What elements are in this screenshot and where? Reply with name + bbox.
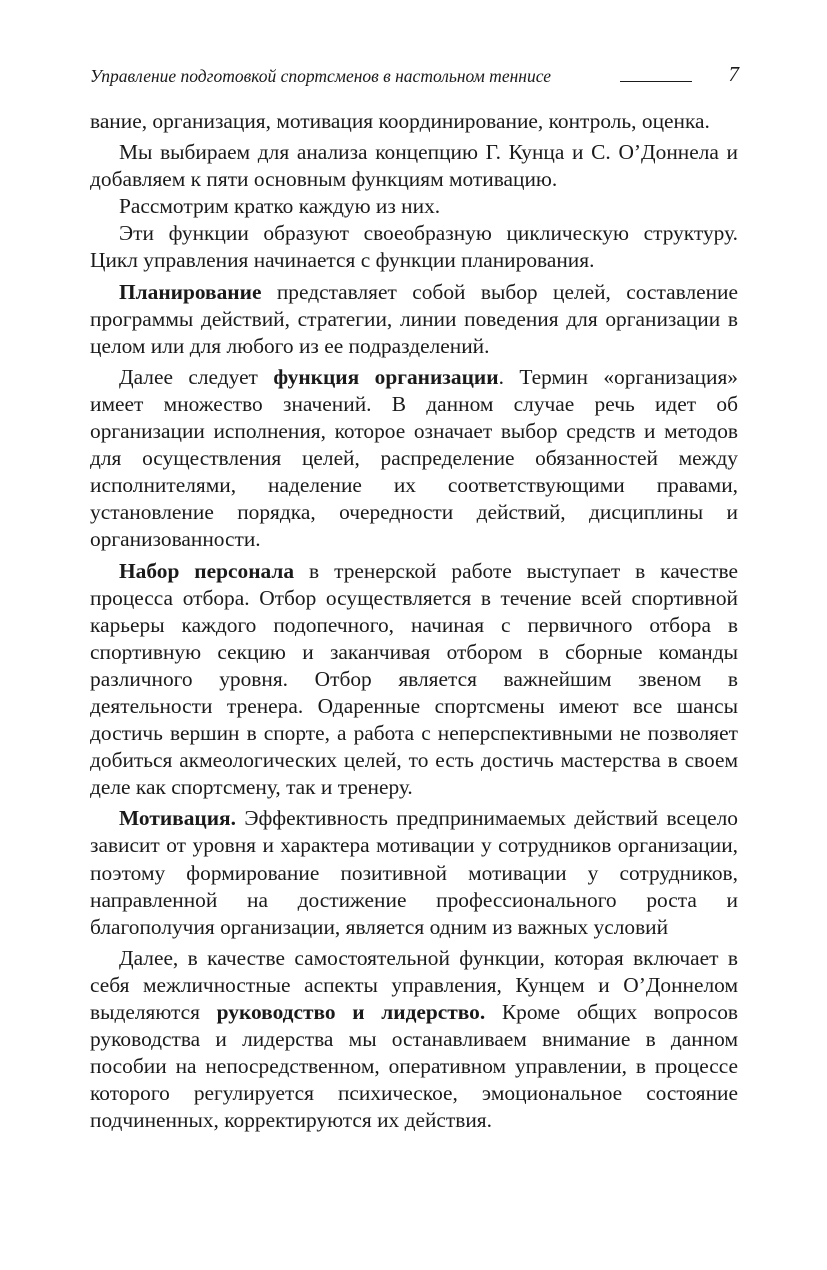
paragraph: [90, 139, 738, 193]
page-number: 7: [728, 62, 739, 86]
paragraph-text: Далее, в качестве самостоятельной функции, которая включает в себя межличностные аспекты управления, Кунцем и О’Доннелом выделяются: [90, 945, 738, 1024]
paragraph-text: представляет собой выбор целей, составление программы действий, стратегии, линии поведения для организации в целом или для любого из ее подразделений.: [90, 279, 738, 358]
running-title: Управление подготовкой спортсменов в настольном теннисе: [90, 66, 551, 86]
paragraph-text: Эффективность предпринимаемых действий всецело зависит от уровня и характера мотивации у сотрудников организации, поэтому формирование позитивной мотивации у сотрудников, направленной на достижение профессионального роста и благополучия организации, является одним из важных условий: [90, 806, 738, 939]
paragraph-organization: [90, 364, 738, 554]
paragraph-motivation: [90, 805, 738, 940]
page-header: [90, 62, 739, 88]
paragraph-text: Далее следует: [119, 364, 274, 389]
body-text: [90, 108, 738, 1134]
term-staffing: Набор персонала: [119, 558, 295, 583]
paragraph-text: Эти функции образуют своеобразную циклическую структуру. Цикл управления начинается с функции планирования.: [90, 221, 738, 273]
paragraph-text: . Термин «организация» имеет множество значений. В данном случае речь идет об организации исполнения, которое означает выбор средств и методов для осуществления целей, распределение обязанностей между исполнителями, наделение их соответствующими правами, установление порядка, очередности действий, дисциплины и организованности.: [90, 364, 738, 552]
term-planning: Планирование: [119, 279, 262, 304]
paragraph-leadership: [90, 945, 738, 1135]
paragraph-continuation: [90, 108, 738, 135]
paragraph-staffing: [90, 558, 738, 802]
term-motivation: Мотивация.: [119, 806, 236, 831]
paragraph-planning: [90, 279, 738, 360]
paragraph-text: Мы выбираем для анализа концепцию Г. Кунца и С. О’Доннела и добавляем к пяти основным функциям мотивацию.: [90, 140, 738, 192]
term-leadership: руководство и лидерство.: [216, 1000, 486, 1024]
paragraph: [90, 220, 738, 274]
paragraph-text: вание, организация, мотивация координирование, контроль, оценка.: [90, 109, 710, 133]
paragraph-text: в тренерской работе выступает в качестве процесса отбора. Отбор осуществляется в течение всей спортивной карьеры каждого подопечного, начиная с первичного отбора в спортивную секцию и заканчивая отбором в сборные команды различного уровня. Отбор является важнейшим звеном в деятельности тренера. Одаренные спортсмены имеют все шансы достичь вершин в спорте, а работа с неперспективными не позволяет добиться акмеологических целей, то есть достичь мастерства в своем деле как спортсмену, так и тренеру.: [90, 558, 738, 800]
paragraph: [90, 193, 738, 220]
term-organization: функция организации: [273, 364, 499, 389]
paragraph-text: Кроме общих вопросов руководства и лидерства мы останавливаем внимание в данном пособии на непосредственном, оперативном управлении, в процессе которого регулируется психическое, эмоциональное состояние подчиненных, корректируются их действия.: [90, 1000, 738, 1133]
paragraph-text: Рассмотрим кратко каждую из них.: [119, 194, 441, 219]
header-rule: [620, 81, 692, 82]
